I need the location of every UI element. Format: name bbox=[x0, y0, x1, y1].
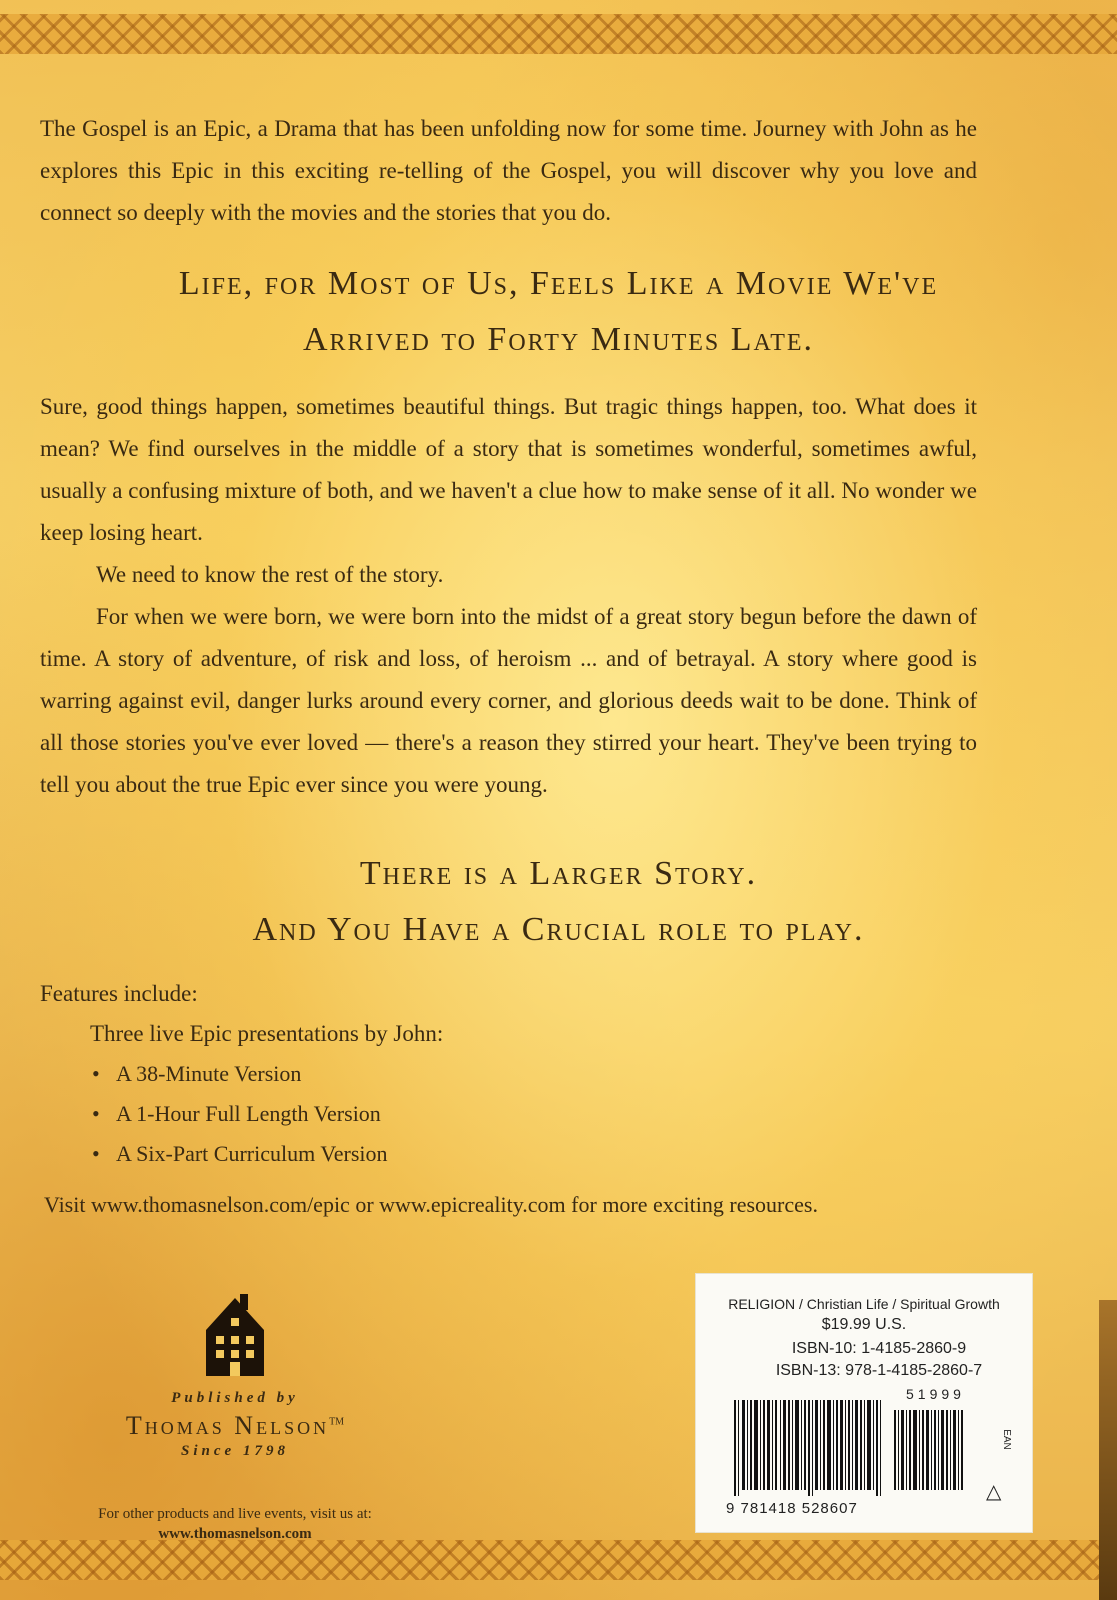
publisher-name: Thomas Nelson™ bbox=[125, 1411, 345, 1440]
body-paragraph-2: We need to know the rest of the story. bbox=[96, 562, 444, 587]
cover-edge-decoration bbox=[1099, 1300, 1117, 1600]
publisher-note: For other products and live events, visit us at: bbox=[98, 1506, 372, 1522]
features-block bbox=[40, 974, 977, 1174]
intro-block bbox=[40, 108, 977, 234]
bottom-ornamental-border bbox=[0, 1540, 1117, 1580]
feature-item: • A 38-Minute Version bbox=[92, 1061, 302, 1086]
publisher-url: www.thomasnelson.com bbox=[158, 1526, 312, 1542]
features-title: Features include: bbox=[40, 981, 198, 1006]
headline-1 bbox=[0, 256, 1117, 368]
publisher-since: Since 1798 bbox=[181, 1443, 289, 1459]
ean-label: EAN bbox=[1000, 1429, 1012, 1450]
isbn-10: ISBN-10: 1-4185-2860-9 bbox=[791, 1340, 967, 1357]
triangle-icon: △ bbox=[986, 1481, 1002, 1503]
headline-2 bbox=[0, 846, 1117, 958]
book-category: RELIGION / Christian Life / Spiritual Growth bbox=[728, 1296, 1000, 1312]
house-logo-icon bbox=[200, 1290, 270, 1380]
barcode-label bbox=[695, 1273, 1033, 1533]
headline-2-line-1: There is a Larger Story. bbox=[359, 855, 758, 892]
visit-line: Visit www.thomasnelson.com/epic or www.epicreality.com for more exciting resources. bbox=[44, 1192, 818, 1217]
top-ornamental-border bbox=[0, 14, 1117, 54]
intro-paragraph: The Gospel is an Epic, a Drama that has been unfolding now for some time. Journey with John as he explores this Epic in this exciting re-telling of the Gospel, you will discover why you love and connect so deeply with the movies and the stories that you do. bbox=[40, 116, 977, 225]
book-price: $19.99 U.S. bbox=[821, 1316, 907, 1333]
body-paragraph-1: Sure, good things happen, sometimes beautiful things. But tragic things happen, too. What does it mean? We find ourselves in the middle of a story that is sometimes wonderful, sometimes awful, usually a confusing mixture of both, and we haven't a clue how to make sense of it all. No wonder we keep losing heart. bbox=[40, 394, 977, 545]
feature-item: • A Six-Part Curriculum Version bbox=[92, 1141, 388, 1166]
publisher-block bbox=[90, 1290, 380, 1543]
isbn-13: ISBN-13: 978-1-4185-2860-7 bbox=[775, 1362, 983, 1379]
barcode-addon-digits: 51999 bbox=[906, 1386, 965, 1402]
published-by-label: Published by bbox=[171, 1390, 299, 1406]
headline-1-line-1: Life, for Most of Us, Feels Like a Movie We've bbox=[178, 265, 939, 302]
features-subtitle: Three live Epic presentations by John: bbox=[90, 1021, 444, 1046]
barcode-bars bbox=[734, 1400, 984, 1496]
headline-2-line-2: And You Have a Crucial role to play. bbox=[252, 911, 865, 948]
body-block bbox=[40, 386, 977, 806]
barcode-digits: 9 781418 528607 bbox=[726, 1500, 858, 1517]
headline-1-line-2: Arrived to Forty Minutes Late. bbox=[302, 321, 815, 358]
feature-item: • A 1-Hour Full Length Version bbox=[92, 1101, 381, 1126]
body-paragraph-3: For when we were born, we were born into the midst of a great story begun before the dawn of time. A story of adventure, of risk and loss, of heroism ... and of betrayal. A story where good is warring against evil, danger lurks around every corner, and glorious deeds wait to be done. Think of all those stories you've ever loved — there's a reason they stirred your heart. They've been trying to tell you about the true Epic ever since you were young. bbox=[40, 604, 977, 797]
